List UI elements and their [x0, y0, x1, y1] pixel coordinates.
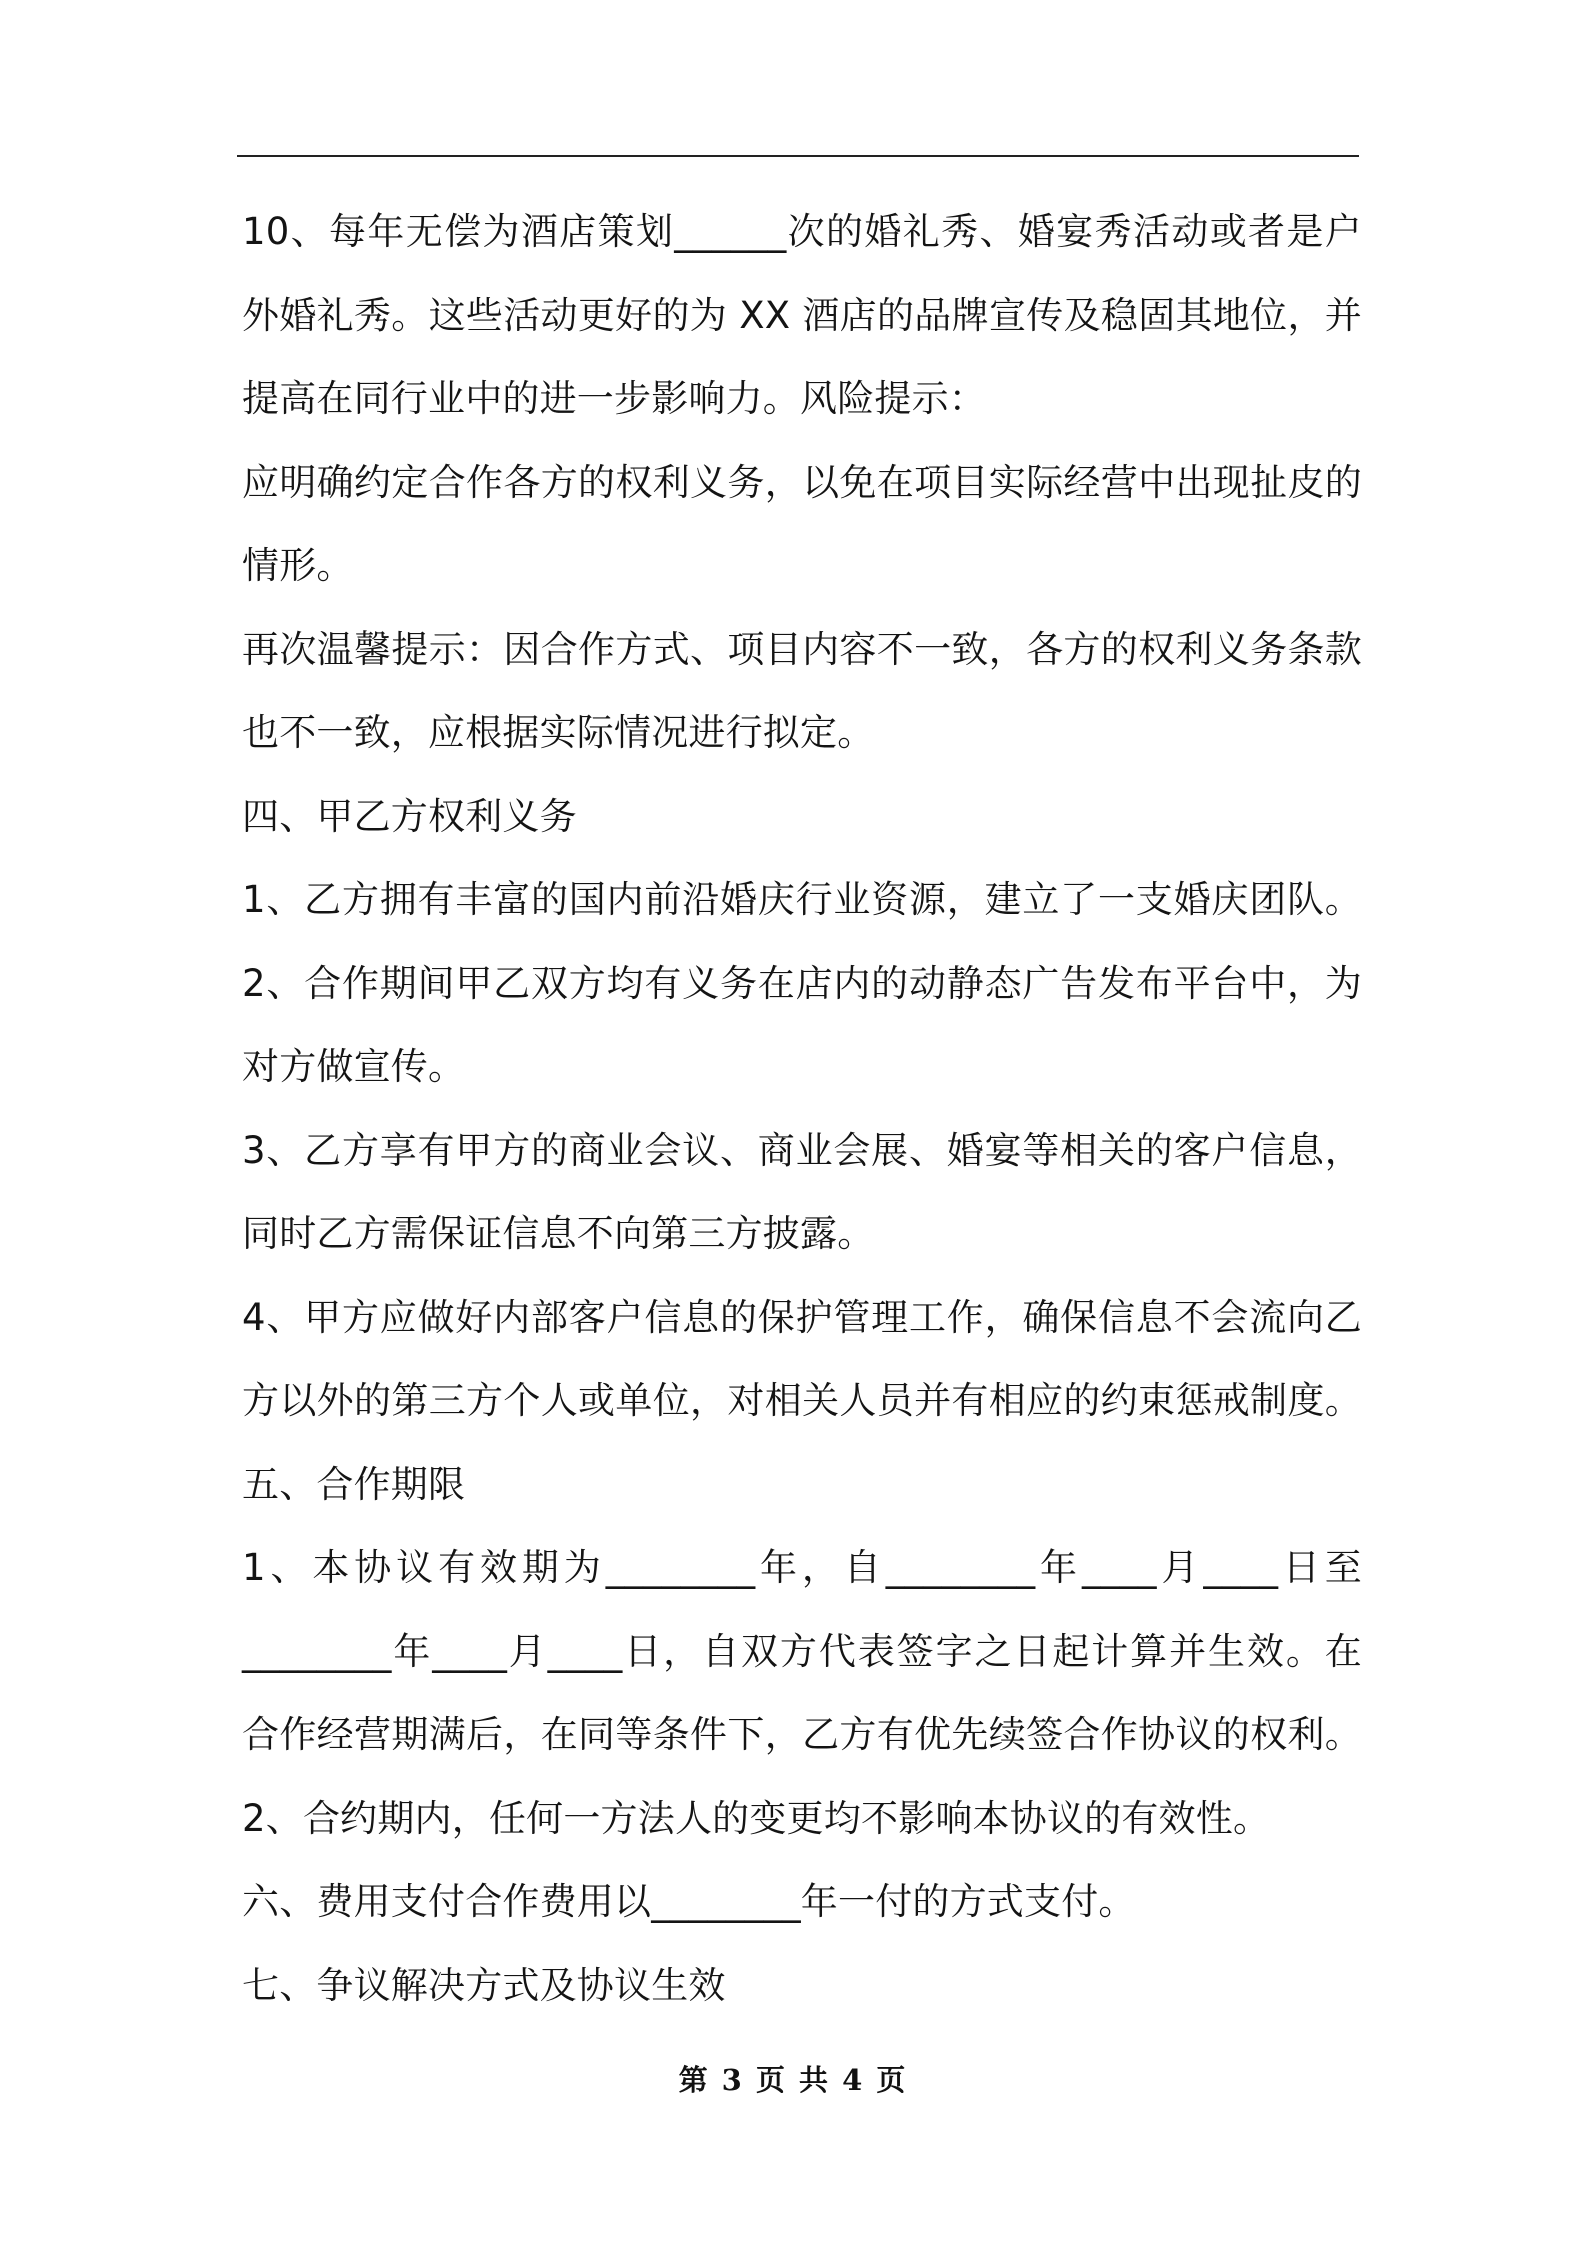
text-line-2: 外婚礼秀。这些活动更好的为 XX 酒店的品牌宣传及稳固其地位，并 — [242, 293, 1362, 337]
text-line-13: 同时乙方需保证信息不向第三方披露。 — [242, 1212, 875, 1255]
text-line-10: 2、合作期间甲乙双方均有义务在店内的动静态广告发布平台中，为 — [242, 961, 1362, 1005]
page-number-footer: 第 3 页 共 4 页 — [678, 2063, 908, 2097]
text-line-14: 4、甲方应做好内部客户信息的保护管理工作，确保信息不会流向乙 — [242, 1295, 1362, 1339]
text-line-11: 对方做宣传。 — [242, 1045, 466, 1088]
text-line-9: 1、乙方拥有丰富的国内前沿婚庆行业资源，建立了一支婚庆团队。 — [242, 878, 1362, 921]
header-rule — [237, 155, 1359, 157]
section-heading-6: 六、费用支付合作费用以________年一付的方式支付。 — [242, 1880, 1136, 1923]
text-line-15: 方以外的第三方个人或单位，对相关人员并有相应的约束惩戒制度。 — [242, 1379, 1362, 1422]
section-heading-4: 四、甲乙方权利义务 — [242, 794, 577, 838]
text-line-19: 合作经营期满后，在同等条件下，乙方有优先续签合作协议的权利。 — [242, 1713, 1362, 1756]
text-line-12: 3、乙方享有甲方的商业会议、商业会展、婚宴等相关的客户信息， — [242, 1128, 1362, 1172]
document-body — [242, 190, 1362, 2027]
text-line-3: 提高在同行业中的进一步影响力。风险提示： — [242, 377, 986, 420]
text-line-18: ________年____月____日，自双方代表签字之日起计算并生效。在 — [242, 1629, 1362, 1673]
text-line-5: 情形。 — [242, 544, 354, 587]
text-line-4: 应明确约定合作各方的权利义务，以免在项目实际经营中出现扯皮的 — [242, 460, 1362, 504]
section-heading-7: 七、争议解决方式及协议生效 — [242, 1963, 726, 2007]
text-line-6: 再次温馨提示：因合作方式、项目内容不一致，各方的权利义务条款 — [242, 627, 1362, 671]
text-line-17: 1、本协议有效期为________年，自________年____月____日至 — [242, 1546, 1362, 1589]
text-line-7: 也不一致，应根据实际情况进行拟定。 — [242, 711, 875, 754]
text-line-1: 10、每年无偿为酒店策划______次的婚礼秀、婚宴秀活动或者是户 — [242, 210, 1362, 253]
section-heading-5: 五、合作期限 — [242, 1462, 466, 1506]
text-line-20: 2、合约期内，任何一方法人的变更均不影响本协议的有效性。 — [242, 1796, 1271, 1840]
